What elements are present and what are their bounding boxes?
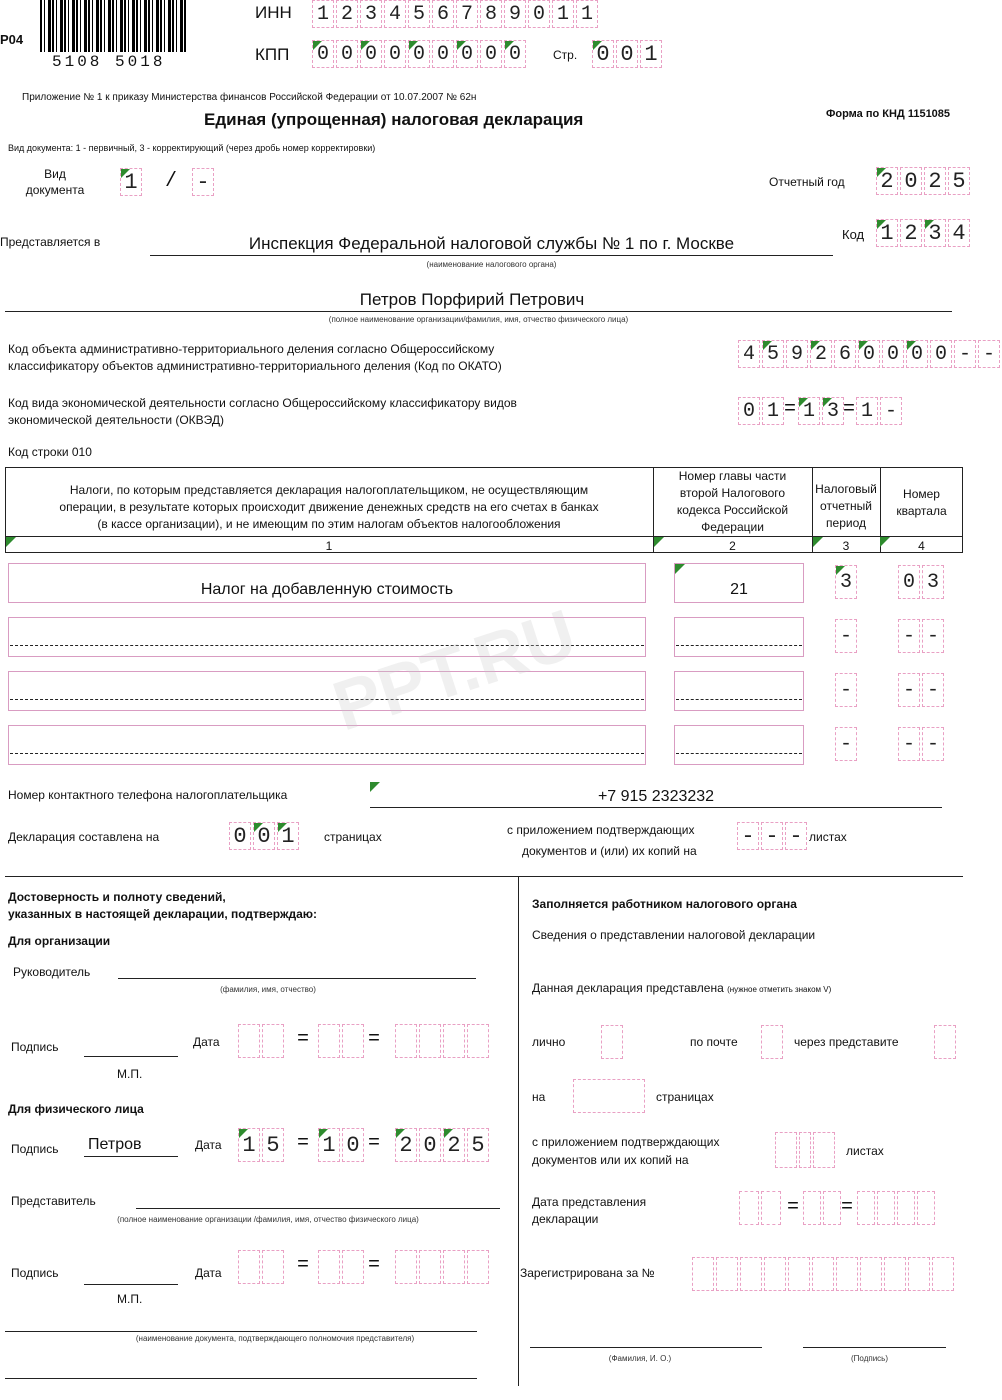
reg-number-digit[interactable]: [908, 1257, 930, 1291]
okved-b-digit-2[interactable]: 3: [822, 397, 844, 425]
quarter-cell-1[interactable]: 0: [898, 565, 920, 599]
quarter-cell-1[interactable]: -: [898, 673, 920, 707]
office-fio-line[interactable]: [530, 1347, 762, 1348]
rep-date-digit[interactable]: [419, 1250, 441, 1284]
inn-digit-10[interactable]: 0: [528, 0, 550, 28]
org-date-label: Дата: [193, 1035, 220, 1049]
reg-number-digit[interactable]: [764, 1257, 786, 1291]
rep-date-eq: =: [368, 1254, 381, 1277]
rep-date-digit[interactable]: [342, 1250, 364, 1284]
kpp-label: КПП: [255, 45, 290, 64]
page-digit-2[interactable]: 0: [616, 40, 638, 68]
tax-name-dash: [10, 753, 644, 754]
office-att-box-1[interactable]: [775, 1132, 797, 1168]
phone-value[interactable]: +7 915 2323232: [597, 788, 715, 805]
chapter-dash: [676, 645, 802, 646]
office-date-group-1[interactable]: [739, 1191, 783, 1225]
office-date-digit[interactable]: [917, 1191, 935, 1225]
okato-label-line2: классификатору объектов административно-территориального деления (Код по ОКАТО): [8, 359, 502, 373]
inn-digit-1[interactable]: 1: [312, 0, 334, 28]
taxpayer-caption: (полное наименование организации/фамилия, имя, отчество физического лица): [328, 315, 629, 324]
kpp-digit-4[interactable]: 0: [384, 40, 406, 68]
quarter-cell-2[interactable]: 3: [922, 565, 944, 599]
rep-sign-label: Подпись: [11, 1266, 59, 1280]
year-cells[interactable]: [876, 167, 972, 195]
authority-line: [150, 255, 833, 256]
person-sign-value[interactable]: Петров: [88, 1136, 142, 1153]
code-cells[interactable]: [876, 219, 972, 247]
watermark: PPT.RU: [324, 594, 585, 746]
appendix-note: Приложение № 1 к приказу Министерства финансов Российской Федерации от 10.07.2007 № 62н: [22, 92, 477, 103]
office-date-digit[interactable]: [803, 1191, 821, 1225]
header-marker-2: [654, 537, 664, 547]
correction-number[interactable]: -: [192, 168, 214, 196]
org-heading: Для организации: [8, 934, 111, 948]
office-date-group-3[interactable]: [857, 1191, 937, 1225]
pages-text: страницах: [656, 1090, 714, 1104]
form-knd: Форма по КНД 1151085: [826, 108, 951, 120]
inn-digit-2[interactable]: 2: [336, 0, 358, 28]
code-digit-4[interactable]: 4: [948, 219, 970, 247]
okved-group1[interactable]: [738, 397, 786, 425]
okved-group3[interactable]: [856, 397, 904, 425]
okato-digit-4[interactable]: 2: [810, 340, 832, 368]
phone-line: [370, 807, 942, 808]
rep-date-group-3[interactable]: [395, 1250, 491, 1284]
authority-label: Представляется в: [0, 235, 101, 249]
doc-type-value[interactable]: 1: [120, 168, 142, 196]
okato-digit-5[interactable]: 6: [834, 340, 856, 368]
okved-c-digit-2[interactable]: -: [880, 397, 902, 425]
okved-a-digit-1[interactable]: 0: [738, 397, 760, 425]
form-code-left: Р04: [0, 32, 24, 47]
okato-digit-2[interactable]: 5: [762, 340, 784, 368]
doc-type-cells[interactable]: [120, 168, 144, 196]
year-digit-1[interactable]: 2: [876, 167, 898, 195]
org-date-digit[interactable]: [342, 1024, 364, 1058]
doc-type-label-line1: Вид: [44, 167, 66, 181]
quarter-cell-2[interactable]: -: [922, 673, 944, 707]
header-num1: 1: [325, 539, 333, 553]
person-date-label: Дата: [195, 1138, 222, 1152]
okato-digit-8[interactable]: 0: [906, 340, 928, 368]
person-date-digit[interactable]: 0: [342, 1128, 364, 1162]
rep-line[interactable]: [136, 1208, 500, 1209]
att-digit-1[interactable]: -: [737, 822, 759, 850]
registered-label: Зарегистрирована за №: [520, 1266, 655, 1280]
office-date-digit[interactable]: [857, 1191, 875, 1225]
person-date-digit[interactable]: 5: [262, 1128, 284, 1162]
okved-sep1: =: [784, 398, 797, 421]
doc-line-2[interactable]: [5, 1378, 477, 1379]
inn-label: ИНН: [255, 3, 292, 22]
inn-digit-7[interactable]: 7: [456, 0, 478, 28]
presented-label: [532, 981, 831, 995]
okato-cells[interactable]: [738, 340, 1002, 368]
org-date-digit[interactable]: [467, 1024, 489, 1058]
person-sign-label: Подпись: [11, 1142, 59, 1156]
chapter-box[interactable]: [674, 671, 804, 711]
person-date-group-1[interactable]: [238, 1128, 286, 1162]
header-col4-line2: квартала: [896, 504, 947, 518]
header-col2-line2: второй Налогового: [679, 486, 786, 500]
page-label: Стр.: [553, 48, 578, 62]
doc-caption: (наименование документа, подтверждающего полномочия представителя): [135, 1334, 415, 1343]
inn-digit-4[interactable]: 4: [384, 0, 406, 28]
person-date-digit[interactable]: 2: [443, 1128, 465, 1162]
okved-a-digit-2[interactable]: 1: [762, 397, 784, 425]
year-label: Отчетный год: [769, 175, 845, 189]
header-marker-4: [880, 537, 890, 547]
doc-line[interactable]: [5, 1331, 477, 1332]
office-heading: Заполняется работником налогового органа: [532, 897, 797, 911]
header-col1-line2: операции, в результате которых происходит движение денежных средств на его счетах в банках: [59, 500, 599, 514]
office-date-line2: декларации: [532, 1212, 599, 1226]
header-col2-line3: кодекса Российской: [676, 503, 789, 517]
tax-name: Налог на добавленную стоимость: [200, 581, 454, 598]
okato-digit-10[interactable]: -: [954, 340, 976, 368]
barcode: [40, 0, 186, 52]
office-date-eq: =: [841, 1196, 854, 1219]
reg-number-digit[interactable]: [740, 1257, 762, 1291]
okved-group2[interactable]: [798, 397, 846, 425]
rep-date-group-2[interactable]: [318, 1250, 366, 1284]
on-label: на: [532, 1090, 546, 1104]
header-col3-line1: Налоговый: [815, 482, 877, 496]
confirm-heading: [8, 889, 317, 923]
org-sign-label: Подпись: [11, 1040, 59, 1054]
pages-digit-3[interactable]: 1: [277, 822, 299, 850]
pages-label: Декларация составлена на: [8, 830, 160, 844]
code-digit-2[interactable]: 2: [900, 219, 922, 247]
office-sign-line[interactable]: [803, 1347, 946, 1348]
okved-b-digit-1[interactable]: 1: [798, 397, 820, 425]
org-date-eq: =: [297, 1028, 310, 1051]
org-date-group-3[interactable]: [395, 1024, 491, 1058]
person-date-digit[interactable]: 2: [395, 1128, 417, 1162]
personally-box[interactable]: [601, 1025, 623, 1059]
reg-number-digit[interactable]: [716, 1257, 738, 1291]
org-date-eq: =: [368, 1028, 381, 1051]
inn-digit-3[interactable]: 3: [360, 0, 382, 28]
person-date-digit[interactable]: 1: [318, 1128, 340, 1162]
header-col4-line1: Номер: [903, 487, 940, 501]
page-title: Единая (упрощенная) налоговая декларация: [204, 110, 584, 129]
inn-digit-8[interactable]: 8: [480, 0, 502, 28]
kpp-cells[interactable]: [312, 40, 528, 68]
kpp-digit-2[interactable]: 0: [336, 40, 358, 68]
org-date-digit[interactable]: [318, 1024, 340, 1058]
person-sign-line: [84, 1156, 178, 1157]
header-num4: 4: [918, 539, 925, 553]
rep-date-eq: =: [297, 1254, 310, 1277]
chapter-number: 21: [730, 581, 748, 598]
person-date-eq: =: [297, 1132, 310, 1155]
header-col4: [880, 486, 963, 520]
rep-sign-line[interactable]: [84, 1284, 178, 1285]
reg-number-digit[interactable]: [788, 1257, 810, 1291]
year-digit-3[interactable]: 2: [924, 167, 946, 195]
person-date-digit[interactable]: 1: [238, 1128, 260, 1162]
row-code-label: Код строки 010: [8, 445, 92, 459]
year-digit-4[interactable]: 5: [948, 167, 970, 195]
org-date-digit[interactable]: [238, 1024, 260, 1058]
okved-label-line2: экономической деятельности (ОКВЭД): [8, 413, 225, 427]
rep-date-digit[interactable]: [262, 1250, 284, 1284]
quarter-cell-2[interactable]: -: [922, 619, 944, 653]
presented-note: (нужное отметить знаком V): [727, 985, 832, 994]
office-att-line1: с приложением подтверждающих: [532, 1135, 720, 1149]
correction-cells[interactable]: [192, 168, 216, 196]
header-col3: [812, 481, 880, 532]
kpp-digit-5[interactable]: 0: [408, 40, 430, 68]
office-date-digit[interactable]: [739, 1191, 759, 1225]
attachment-cells[interactable]: [737, 822, 809, 850]
inn-digit-5[interactable]: 5: [408, 0, 430, 28]
head-caption: (фамилия, имя, отчество): [220, 985, 316, 994]
phone-label: Номер контактного телефона налогоплательщика: [8, 788, 288, 802]
org-date-group-2[interactable]: [318, 1024, 366, 1058]
header-col1: [5, 482, 653, 533]
chapter-marker: [675, 564, 685, 574]
office-date-digit[interactable]: [877, 1191, 895, 1225]
kpp-digit-6[interactable]: 0: [432, 40, 454, 68]
reg-number-digit[interactable]: [692, 1257, 714, 1291]
period-cell[interactable]: -: [835, 619, 857, 653]
okved-c-digit-1[interactable]: 1: [856, 397, 878, 425]
head-label: Руководитель: [13, 965, 91, 979]
doc-type-note: Вид документа: 1 - первичный, 3 - корректирующий (через дробь номер корректировки): [8, 143, 376, 153]
okved-label: [8, 395, 517, 429]
registration-number-cells[interactable]: [692, 1257, 956, 1291]
header-col2-line4: Федерации: [701, 520, 764, 534]
pages-cells[interactable]: [229, 822, 301, 850]
office-date-digit[interactable]: [897, 1191, 915, 1225]
kpp-digit-9[interactable]: 0: [504, 40, 526, 68]
chapter-dash: [676, 753, 802, 754]
doc-type-label-line2: документа: [25, 183, 85, 197]
header-col2-line1: Номер главы части: [678, 469, 787, 483]
kpp-digit-3[interactable]: 0: [360, 40, 382, 68]
rep-date-digit[interactable]: [443, 1250, 465, 1284]
inn-digit-12[interactable]: 1: [576, 0, 598, 28]
org-date-group-1[interactable]: [238, 1024, 286, 1058]
okved-label-line1: Код вида экономической деятельности согласно Общероссийскому классификатору видов: [8, 396, 517, 410]
person-date-eq: =: [368, 1132, 381, 1155]
pages-box[interactable]: [573, 1079, 645, 1113]
org-mp-label: М.П.: [117, 1067, 143, 1081]
mail-label: по почте: [690, 1035, 738, 1049]
kpp-digit-8[interactable]: 0: [480, 40, 502, 68]
year-digit-2[interactable]: 0: [900, 167, 922, 195]
reg-number-digit[interactable]: [884, 1257, 906, 1291]
okato-digit-1[interactable]: 4: [738, 340, 760, 368]
authority-value[interactable]: Инспекция Федеральной налоговой службы № 1 по г. Москве: [248, 234, 735, 253]
inn-digit-11[interactable]: 1: [552, 0, 574, 28]
pages-digit-1[interactable]: 0: [229, 822, 251, 850]
taxpayer-line: [5, 311, 952, 312]
person-heading: Для физического лица: [8, 1102, 144, 1116]
rep-date-digit[interactable]: [238, 1250, 260, 1284]
barcode-number: 5108 5018: [52, 53, 166, 71]
code-digit-3[interactable]: 3: [924, 219, 946, 247]
header-col3-line2: отчетный: [820, 499, 872, 513]
page-digit-3[interactable]: 1: [640, 40, 662, 68]
rep-date-digit[interactable]: [467, 1250, 489, 1284]
chapter-box[interactable]: [674, 617, 804, 657]
okato-digit-3[interactable]: 9: [786, 340, 808, 368]
person-date-digit[interactable]: 0: [419, 1128, 441, 1162]
header-num2: 2: [729, 539, 736, 553]
confirm-heading-line2: указанных в настоящей декларации, подтверждаю:: [8, 907, 318, 921]
code-label: Код: [842, 227, 865, 242]
header-col3-line3: период: [826, 516, 866, 530]
rep-date-label: Дата: [195, 1266, 222, 1280]
pages-digit-2[interactable]: 0: [253, 822, 275, 850]
page-number-cells[interactable]: [592, 40, 664, 68]
okato-digit-7[interactable]: 0: [882, 340, 904, 368]
chapter-box[interactable]: [674, 725, 804, 765]
header-num3: 3: [842, 539, 850, 553]
office-sign-caption: (Подпись): [851, 1354, 888, 1363]
section-divider: [5, 876, 963, 877]
reg-number-digit[interactable]: [932, 1257, 954, 1291]
quarter-cell-2[interactable]: -: [922, 727, 944, 761]
mail-box[interactable]: [761, 1025, 783, 1059]
att-digit-2[interactable]: -: [761, 822, 783, 850]
office-date-line1: Дата представления: [532, 1195, 647, 1209]
org-date-digit[interactable]: [443, 1024, 465, 1058]
header-col1-line3: (в кассе организации), и не имеющим по этим налогам объектов налогообложения: [97, 517, 561, 531]
office-date-group-2[interactable]: [803, 1191, 843, 1225]
presented-text: Данная декларация представлена: [532, 981, 724, 995]
reg-number-digit[interactable]: [812, 1257, 834, 1291]
inn-cells[interactable]: [312, 0, 600, 28]
doc-type-slash: /: [165, 170, 178, 193]
org-date-digit[interactable]: [395, 1024, 417, 1058]
office-date-eq: =: [787, 1196, 800, 1219]
pages-att-line2: документов и (или) их копий на: [522, 844, 697, 858]
okato-label: [8, 341, 502, 375]
office-date-digit[interactable]: [761, 1191, 781, 1225]
tax-name-box[interactable]: [8, 725, 646, 765]
office-date-digit[interactable]: [823, 1191, 841, 1225]
rep-caption: (полное наименование организации /фамилия, имя, отчество физического лица): [117, 1215, 419, 1224]
period-cell[interactable]: -: [835, 727, 857, 761]
kpp-digit-1[interactable]: 0: [312, 40, 334, 68]
authority-caption: (наименование налогового органа): [426, 260, 557, 269]
reg-number-digit[interactable]: [836, 1257, 858, 1291]
via-rep-box[interactable]: [934, 1025, 956, 1059]
chapter-dash: [676, 699, 802, 700]
kpp-digit-7[interactable]: 0: [456, 40, 478, 68]
person-date-digit[interactable]: 5: [467, 1128, 489, 1162]
header-marker-1: [6, 537, 16, 547]
quarter-cell-1[interactable]: -: [898, 727, 920, 761]
org-date-digit[interactable]: [262, 1024, 284, 1058]
okato-digit-9[interactable]: 0: [930, 340, 952, 368]
office-att-line2: документов или их копий на: [532, 1153, 689, 1167]
rep-date-digit[interactable]: [318, 1250, 340, 1284]
pages-att-line1: с приложением подтверждающих: [507, 823, 695, 837]
okved-sep2: =: [843, 398, 856, 421]
office-fio-caption: (Фамилия, И. О.): [608, 1354, 672, 1363]
rep-mp-label: М.П.: [117, 1292, 143, 1306]
office-date-label: [532, 1194, 646, 1228]
office-sheets: листах: [846, 1144, 884, 1158]
org-date-digit[interactable]: [419, 1024, 441, 1058]
period-cell[interactable]: 3: [835, 565, 857, 599]
pages-att-suffix: листах: [809, 830, 847, 844]
office-info: Сведения о представлении налоговой декларации: [532, 928, 816, 942]
page-digit-1[interactable]: 0: [592, 40, 614, 68]
att-digit-3[interactable]: -: [785, 822, 807, 850]
reg-number-digit[interactable]: [860, 1257, 882, 1291]
personally-label: лично: [532, 1035, 566, 1049]
period-cell[interactable]: -: [835, 673, 857, 707]
office-att-box-2[interactable]: [799, 1132, 811, 1168]
rep-date-digit[interactable]: [395, 1250, 417, 1284]
taxpayer-name[interactable]: Петров Порфирий Петрович: [359, 290, 585, 309]
doc-type-label: [20, 166, 90, 198]
org-sign-line[interactable]: [84, 1056, 178, 1057]
confirm-heading-line1: Достоверность и полноту сведений,: [8, 890, 226, 904]
code-digit-1[interactable]: 1: [876, 219, 898, 247]
via-rep-label: через представите: [794, 1035, 899, 1049]
okato-label-line1: Код объекта административно-территориального деления согласно Общероссийскому: [8, 342, 495, 356]
inn-digit-6[interactable]: 6: [432, 0, 454, 28]
person-date-group-3[interactable]: [395, 1128, 491, 1162]
okato-digit-11[interactable]: -: [978, 340, 1000, 368]
person-date-group-2[interactable]: [318, 1128, 366, 1162]
inn-digit-9[interactable]: 9: [504, 0, 526, 28]
pages-suffix: страницах: [324, 830, 382, 844]
office-att-box-3[interactable]: [813, 1132, 835, 1168]
head-line[interactable]: [118, 978, 476, 979]
okato-digit-6[interactable]: 0: [858, 340, 880, 368]
header-col2: [653, 468, 812, 536]
header-col1-line1: Налоги, по которым представляется декларация налогоплательщиком, не осуществляющим: [69, 483, 589, 497]
quarter-cell-1[interactable]: -: [898, 619, 920, 653]
rep-date-group-1[interactable]: [238, 1250, 286, 1284]
rep-label: Представитель: [11, 1194, 96, 1208]
column-divider: [518, 876, 519, 1386]
tax-name-dash: [10, 699, 644, 700]
header-marker-3: [813, 537, 823, 547]
